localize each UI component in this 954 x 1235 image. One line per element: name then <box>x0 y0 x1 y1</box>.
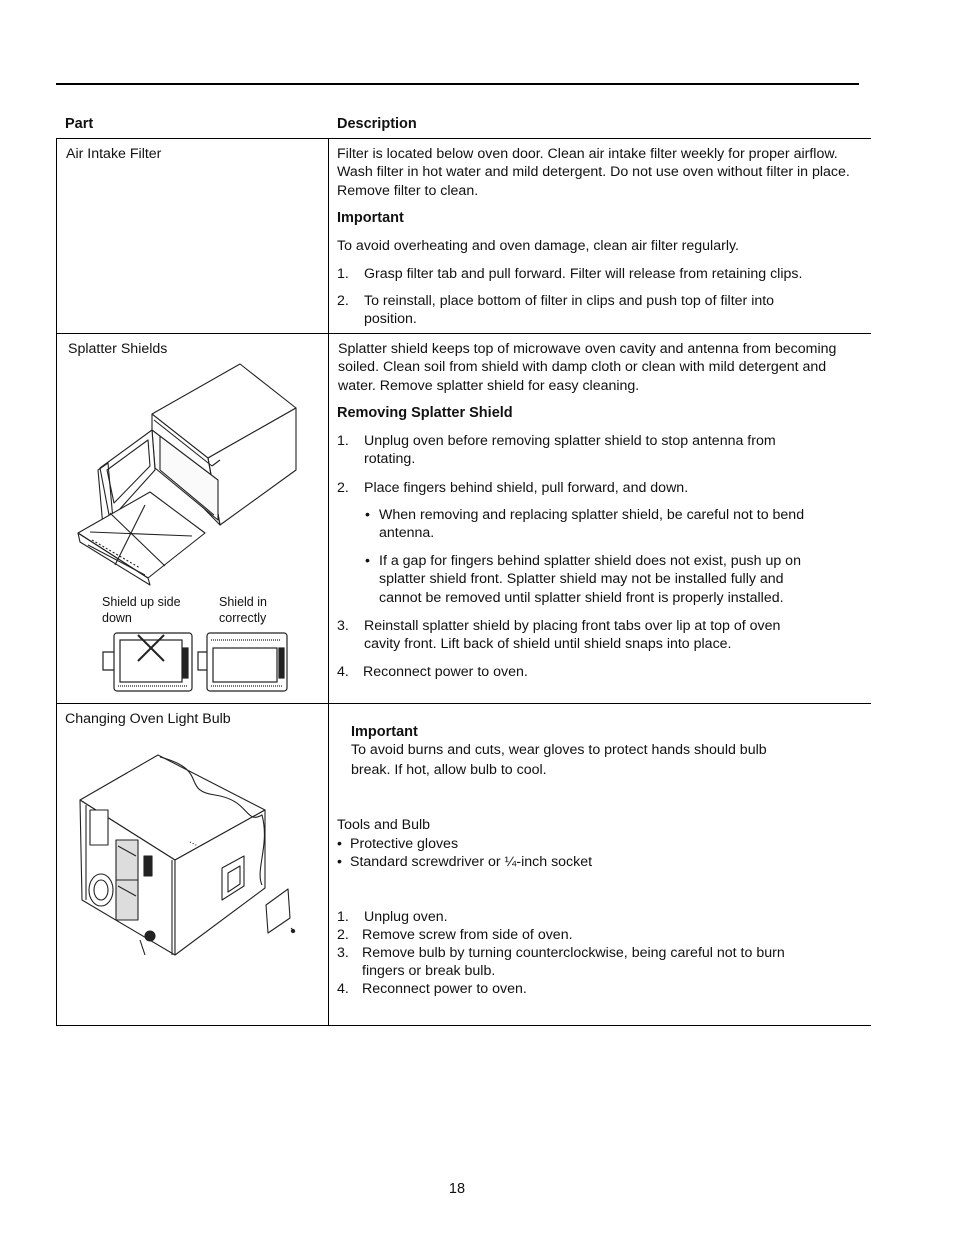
bulb-step-3: Remove bulb by turning counterclockwise, being careful not to burn fingers or break bulb. <box>362 945 785 980</box>
splatter-heading: Removing Splatter Shield <box>337 405 513 421</box>
page-number: 18 <box>448 1181 466 1197</box>
header-part: Part <box>65 116 94 132</box>
bulb-step-4: Reconnect power to oven. <box>362 981 527 997</box>
step-number: 1. <box>337 266 349 282</box>
caption-shield-correct: Shield in correctly <box>219 595 267 625</box>
step-number: 1. <box>337 909 349 925</box>
air-filter-important-heading: Important <box>337 210 404 226</box>
step-number: 1. <box>337 433 349 449</box>
part-air-intake-filter: Air Intake Filter <box>66 146 162 162</box>
air-filter-important-text: To avoid overheating and oven damage, clean air filter regularly. <box>337 238 739 254</box>
splatter-step-1: Unplug oven before removing splatter shield to stop antenna from rotating. <box>364 433 776 468</box>
tool-item: Standard screwdriver or ¼-inch socket <box>350 854 593 870</box>
bulb-important-text: To avoid burns and cuts, wear gloves to protect hands should bulb break. If hot, allow bulb to cool. <box>351 742 767 778</box>
air-filter-intro: Filter is located below oven door. Clean air intake filter weekly for proper airflow. Wash filter in hot water and mild detergent. Do not use oven without filter in place. Remove filter to clean. <box>337 146 850 199</box>
splatter-step-4: Reconnect power to oven. <box>363 664 528 680</box>
part-changing-light-bulb: Changing Oven Light Bulb <box>65 711 231 727</box>
part-splatter-shields: Splatter Shields <box>68 341 168 357</box>
bulb-step-1: Unplug oven. <box>364 909 448 925</box>
splatter-bullet-1: When removing and replacing splatter shield, be careful not to bend antenna. <box>379 507 805 542</box>
step-number: 4. <box>337 981 349 997</box>
bullet: • <box>337 854 342 870</box>
air-filter-step-1: Grasp filter tab and pull forward. Filter will release from retaining clips. <box>364 266 803 282</box>
step-number: 3. <box>337 618 349 634</box>
step-number: 2. <box>337 927 349 943</box>
splatter-bullet-2: If a gap for fingers behind splatter shield does not exist, push up on splatter shield front. Splatter shield may not be installed fully and cannot be removed until splatter shield front is properly installed. <box>379 553 801 606</box>
bulb-step-2: Remove screw from side of oven. <box>362 927 573 943</box>
tool-item: Protective gloves <box>350 836 459 852</box>
step-number: 3. <box>337 945 349 961</box>
header-description: Description <box>337 116 417 132</box>
air-filter-step-2: To reinstall, place bottom of filter in clips and push top of filter into position. <box>364 293 775 328</box>
splatter-step-3: Reinstall splatter shield by placing front tabs over lip at top of oven cavity front. Lift back of shield until shield snaps into place. <box>364 618 781 653</box>
bullet: • <box>365 507 370 523</box>
tools-heading: Tools and Bulb <box>337 817 431 833</box>
splatter-step-2: Place fingers behind shield, pull forward, and down. <box>364 480 689 496</box>
step-number: 2. <box>337 293 349 309</box>
splatter-intro: Splatter shield keeps top of microwave oven cavity and antenna from becoming soiled. Clean soil from shield with damp cloth or clean with mild detergent and water. Remove splatter shield for easy cleaning. <box>338 341 837 394</box>
bulb-important-heading: Important <box>351 724 418 740</box>
step-number: 4. <box>337 664 349 680</box>
bullet: • <box>365 553 370 569</box>
step-number: 2. <box>337 480 349 496</box>
caption-shield-upside-down: Shield up side down <box>102 595 181 625</box>
bullet: • <box>337 836 342 852</box>
